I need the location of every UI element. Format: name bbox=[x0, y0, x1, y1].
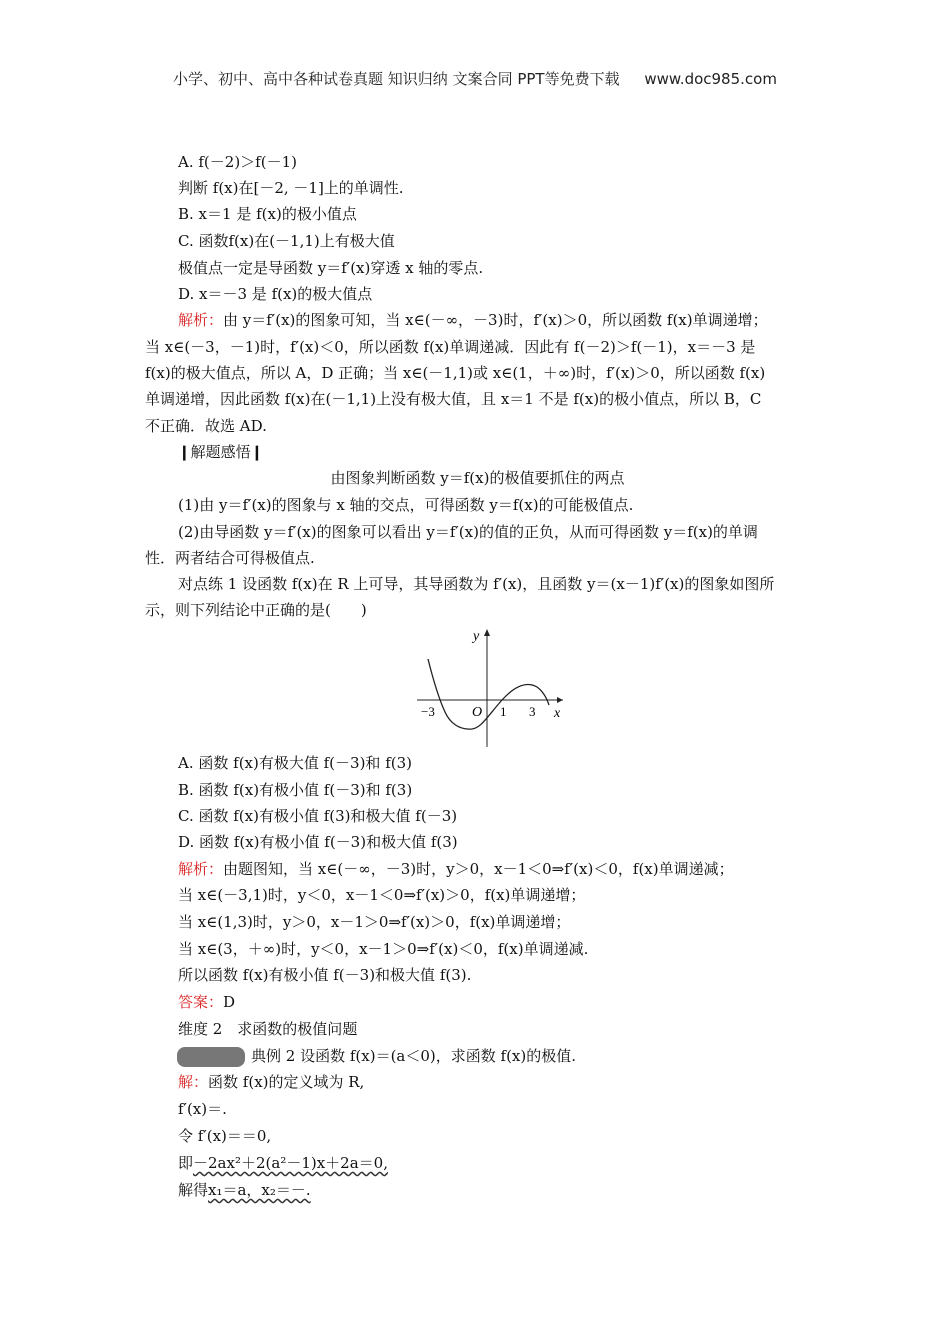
solution-line-5 bbox=[178, 1180, 311, 1200]
exercise-question: 对点练 1 设函数 f(x)在 R 上可导，其导函数为 f′(x)，且函数 y＝(x－1)f′(x)的图象如图所 bbox=[178, 575, 775, 593]
tick-label-3: 3 bbox=[529, 704, 536, 719]
answer-value: D bbox=[223, 993, 236, 1011]
insight-heading: ❙解题感悟❙ bbox=[178, 443, 264, 461]
header-title: 小学、初中、高中各种试卷真题 知识归纳 文案合同 PPT等免费下载 bbox=[173, 70, 620, 88]
solution-line-5-prefix: 解得 bbox=[178, 1181, 209, 1199]
derivative-graph bbox=[417, 627, 567, 749]
x-axis-label: x bbox=[554, 706, 561, 721]
analysis-label: 解析： bbox=[178, 311, 224, 329]
answer-label: 答案： bbox=[178, 993, 224, 1011]
exercise-option-c: C. 函数 f(x)有极小值 f(3)和极大值 f(－3) bbox=[178, 807, 458, 825]
exercise-question-cont: 示，则下列结论中正确的是( ) bbox=[145, 601, 367, 619]
page-header bbox=[0, 68, 950, 89]
solution-equation: －2ax²＋2(a²－1)x＋2a＝0, bbox=[193, 1154, 388, 1172]
x-axis-arrow bbox=[557, 697, 563, 703]
solution-text: 函数 f(x)的定义域为 R, bbox=[208, 1073, 365, 1091]
insight-point-2-cont: 性．两者结合可得极值点. bbox=[145, 549, 315, 567]
exercise-option-a: A. 函数 f(x)有极大值 f(－3)和 f(3) bbox=[178, 754, 412, 772]
solution-label: 解： bbox=[178, 1073, 209, 1091]
header-url[interactable]: www.doc985.com bbox=[644, 70, 777, 88]
exercise-analysis-4: 当 x∈(3，＋∞)时，y＜0，x－1＞0⇒f′(x)＜0，f(x)单调递减. bbox=[178, 940, 589, 958]
exercise-analysis-label: 解析： bbox=[178, 860, 224, 878]
option-a-line: A. f(－2)＞f(－1) bbox=[178, 153, 297, 171]
origin-label: O bbox=[472, 705, 483, 720]
hint-line-2: 极值点一定是导函数 y＝f′(x)穿透 x 轴的零点. bbox=[178, 259, 484, 277]
section-heading: 维度 2 求函数的极值问题 bbox=[178, 1020, 358, 1038]
exercise-option-b: B. 函数 f(x)有极小值 f(－3)和 f(3) bbox=[178, 781, 413, 799]
insight-point-2: (2)由导函数 y＝f′(x)的图象可以看出 y＝f′(x)的值的正负，从而可得函数 y＝f(x)的单调 bbox=[178, 523, 758, 541]
example-badge bbox=[177, 1047, 245, 1067]
exercise-analysis-3: 当 x∈(1,3)时，y＞0，x－1＞0⇒f′(x)＞0，f(x)单调递增； bbox=[178, 913, 571, 931]
example-text: 典例 2 设函数 f(x)＝(a＜0)，求函数 f(x)的极值. bbox=[251, 1047, 577, 1065]
solution-line-1 bbox=[178, 1072, 364, 1092]
exercise-analysis-2: 当 x∈(－3,1)时，y＜0，x－1＜0⇒f′(x)＞0，f(x)单调递增； bbox=[178, 886, 586, 904]
analysis-line-3: f(x)的极大值点，所以 A，D 正确；当 x∈(－1,1)或 x∈(1，＋∞)时，f′(x)＞0，所以函数 f(x) bbox=[145, 364, 766, 382]
option-c-line: C. 函数f(x)在(－1,1)上有极大值 bbox=[178, 232, 395, 250]
exercise-analysis-5: 所以函数 f(x)有极小值 f(－3)和极大值 f(3). bbox=[178, 966, 472, 984]
exercise-analysis-1 bbox=[178, 859, 734, 879]
y-axis-label: y bbox=[473, 629, 480, 644]
example-line bbox=[177, 1046, 576, 1067]
answer-line bbox=[178, 992, 235, 1012]
analysis-line-4: 单调递增，因此函数 f(x)在(－1,1)上没有极大值，且 x＝1 不是 f(x)的极小值点，所以 B，C bbox=[145, 390, 762, 408]
solution-roots: x₁＝a，x₂＝－. bbox=[208, 1181, 311, 1199]
tick-label-neg3: −3 bbox=[421, 704, 435, 719]
analysis-text: 由 y＝f′(x)的图象可知，当 x∈(－∞，－3)时，f′(x)＞0，所以函数 f(x)单调递增； bbox=[223, 311, 768, 329]
option-b-line: B. x＝1 是 f(x)的极小值点 bbox=[178, 205, 357, 223]
insight-point-1: (1)由 y＝f′(x)的图象与 x 轴的交点，可得函数 y＝f(x)的可能极值点. bbox=[178, 496, 634, 514]
analysis-line-1 bbox=[178, 310, 768, 330]
solution-line-4 bbox=[178, 1153, 388, 1173]
tick-label-1: 1 bbox=[500, 704, 507, 719]
hint-line: 判断 f(x)在[－2, －1]上的单调性. bbox=[178, 179, 404, 197]
analysis-line-5: 不正确．故选 AD. bbox=[145, 417, 267, 435]
exercise-analysis-text: 由题图知，当 x∈(－∞，－3)时，y＞0，x－1＜0⇒f′(x)＜0，f(x)单调递减； bbox=[223, 860, 734, 878]
solution-line-2: f′(x)＝. bbox=[178, 1100, 227, 1118]
exercise-option-d: D. 函数 f(x)有极小值 f(－3)和极大值 f(3) bbox=[178, 833, 458, 851]
solution-line-3: 令 f′(x)＝＝0, bbox=[178, 1127, 272, 1145]
analysis-line-2: 当 x∈(－3，－1)时，f′(x)＜0，所以函数 f(x)单调递减．因此有 f(－2)＞f(－1)，x＝－3 是 bbox=[145, 338, 756, 356]
insight-title: 由图象判断函数 y＝f(x)的极值要抓住的两点 bbox=[330, 469, 625, 487]
solution-line-4-prefix: 即 bbox=[178, 1154, 194, 1172]
option-d-line: D. x＝－3 是 f(x)的极大值点 bbox=[178, 285, 373, 303]
y-axis-arrow bbox=[484, 629, 490, 636]
